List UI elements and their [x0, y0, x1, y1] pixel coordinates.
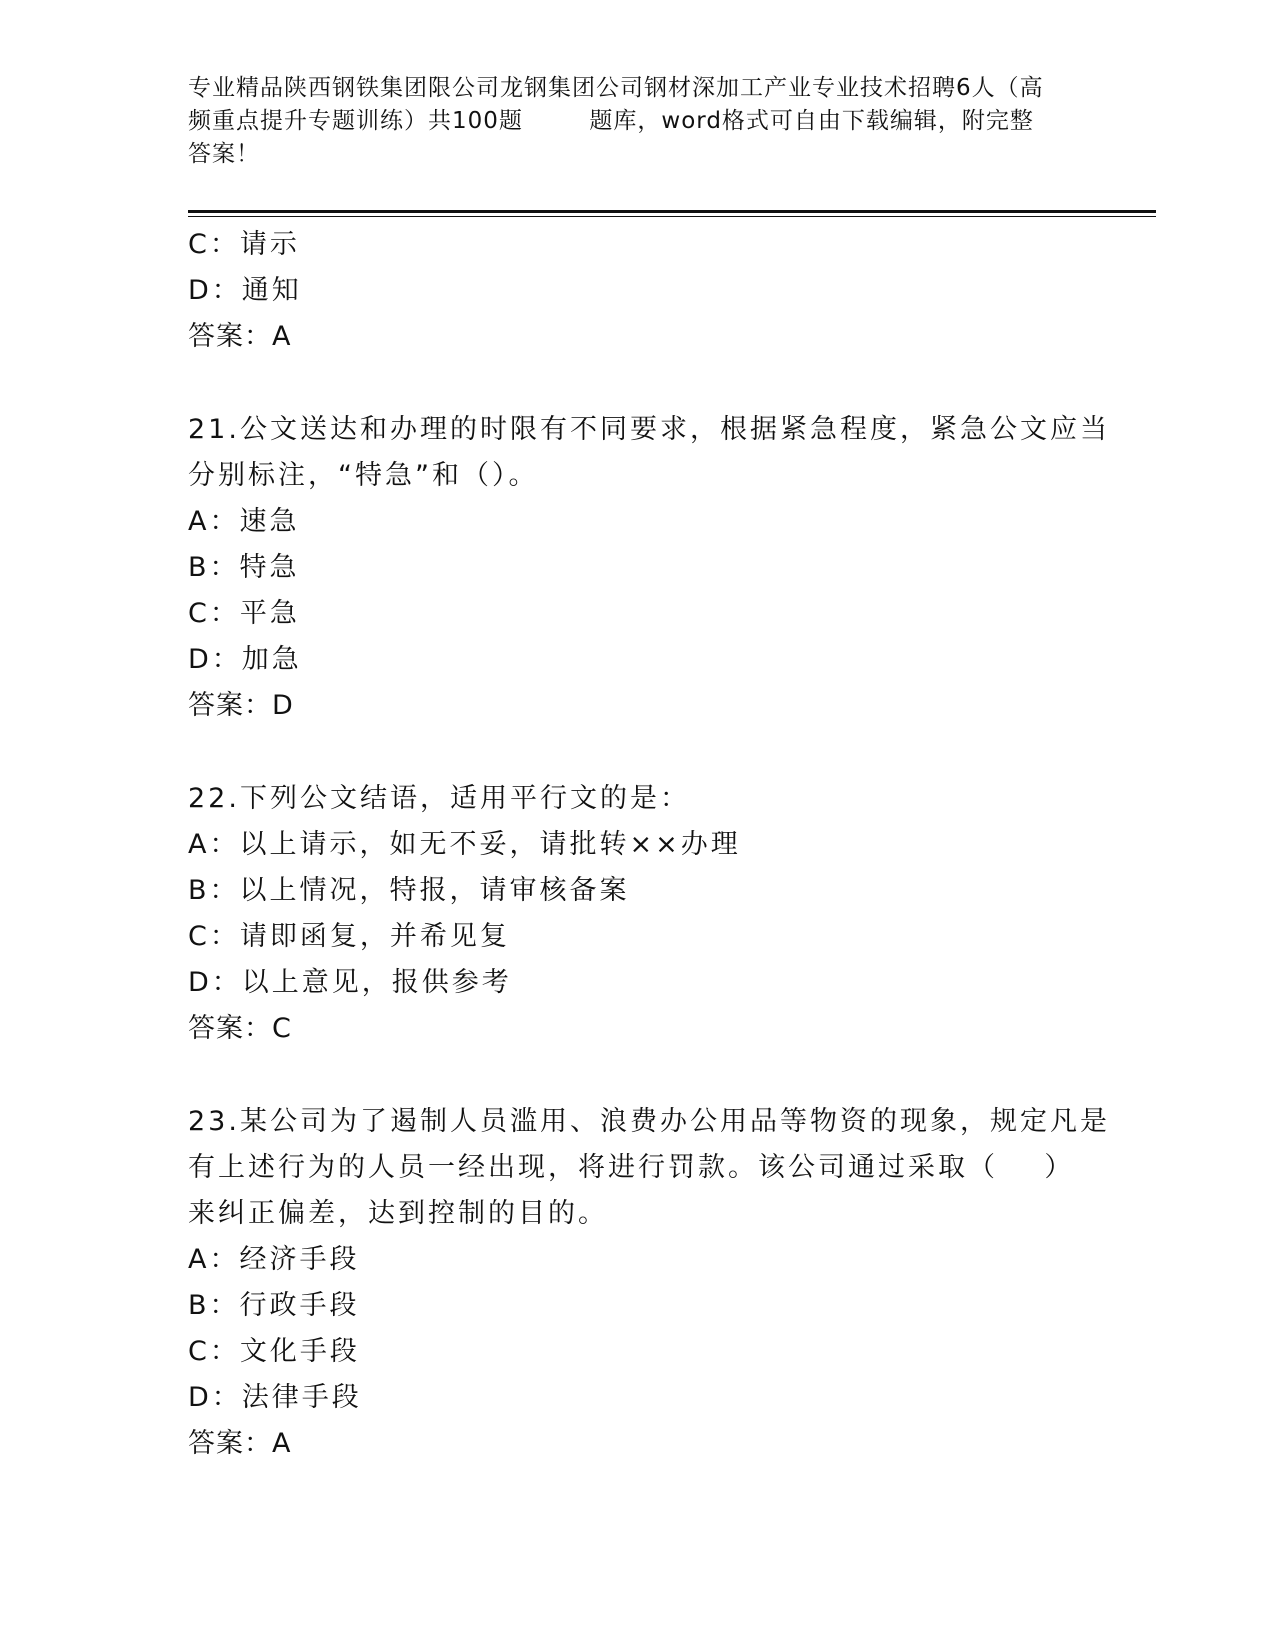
option-item: A：以上请示，如无不妥，请批转××办理	[188, 829, 741, 860]
answer-line: 答案：C	[188, 1013, 292, 1044]
option-item: D：加急	[188, 644, 302, 675]
answer-line: 答案：A	[188, 1428, 292, 1459]
option-item: C：请示	[188, 229, 300, 260]
header-line: 频重点提升专题训练）共100题 题库，word格式可自由下载编辑，附完整	[188, 108, 1034, 134]
question-block-23	[188, 1099, 1110, 1467]
option-item: C：平急	[188, 598, 300, 629]
page-header	[188, 72, 1088, 171]
header-line: 专业精品陕西钢铁集团限公司龙钢集团公司钢材深加工产业专业技术招聘6人（高	[188, 75, 1044, 101]
question-block-22	[188, 776, 1088, 1052]
spacer	[188, 1052, 1088, 1099]
header-line: 答案！	[188, 141, 260, 167]
option-item: D：通知	[188, 275, 302, 306]
spacer	[188, 360, 1088, 407]
question-stem: 分别标注，“特急”和（）。	[188, 460, 539, 491]
option-item: B：行政手段	[188, 1290, 360, 1321]
option-item: B：以上情况，特报，请审核备案	[188, 875, 630, 906]
question-stem: 22.下列公文结语，适用平行文的是：	[188, 783, 690, 814]
answer-line: 答案：D	[188, 690, 294, 721]
question-block-21	[188, 407, 1110, 729]
header-divider	[188, 210, 1156, 213]
question-content	[188, 222, 1110, 1467]
answer-line: 答案：A	[188, 321, 292, 352]
option-item: A：经济手段	[188, 1244, 360, 1275]
question-stem: 21.公文送达和办理的时限有不同要求，根据紧急程度，紧急公文应当	[188, 414, 1110, 445]
question-stem: 23.某公司为了遏制人员滥用、浪费办公用品等物资的现象，规定凡是	[188, 1106, 1110, 1137]
option-item: B：特急	[188, 552, 300, 583]
option-item: C：请即函复，并希见复	[188, 921, 510, 952]
question-stem: 来纠正偏差，达到控制的目的。	[188, 1198, 608, 1229]
option-item: D：法律手段	[188, 1382, 362, 1413]
option-item: A：速急	[188, 506, 300, 537]
option-item: C：文化手段	[188, 1336, 360, 1367]
header-divider-thin	[188, 216, 1156, 217]
question-stem: 有上述行为的人员一经出现，将进行罚款。该公司通过采取（ ）	[188, 1152, 1075, 1183]
spacer	[188, 729, 1088, 776]
option-item: D：以上意见，报供参考	[188, 967, 512, 998]
